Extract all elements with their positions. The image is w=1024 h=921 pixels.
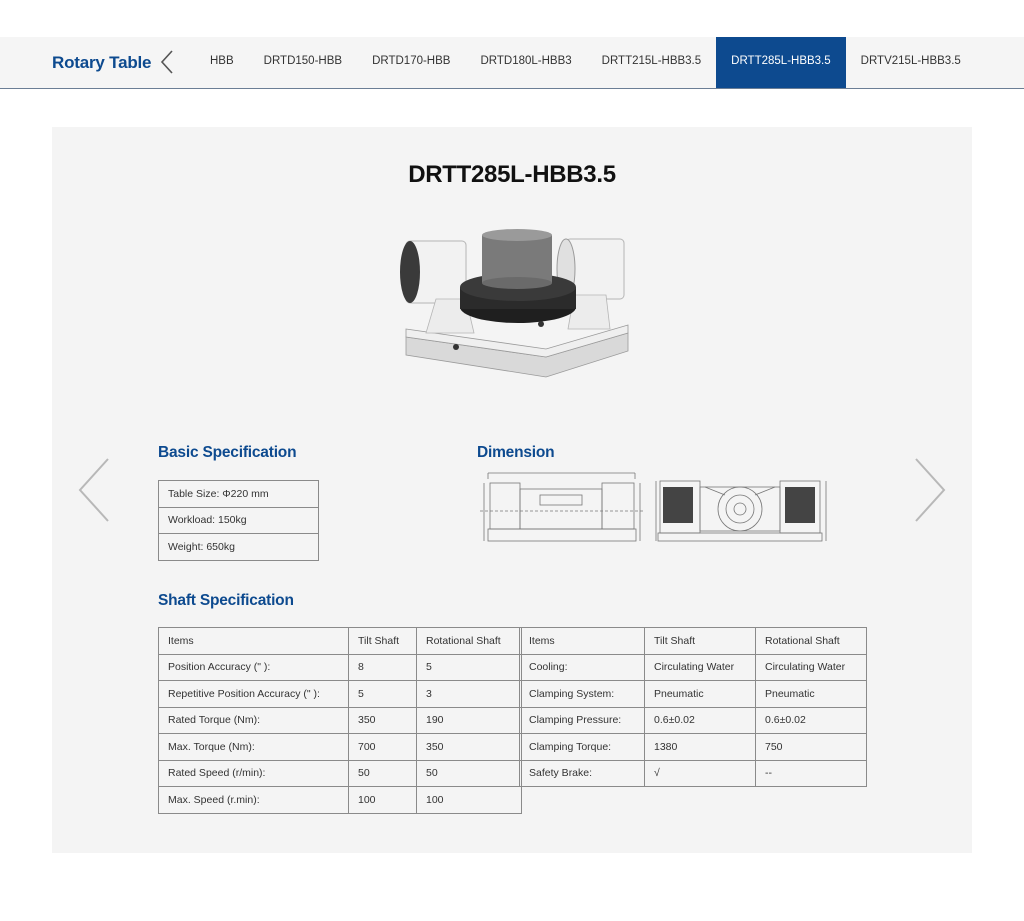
spec-cell: Weight: 650kg bbox=[159, 534, 319, 561]
product-panel bbox=[52, 127, 972, 853]
table-row bbox=[520, 707, 867, 734]
tilt-cell: 1380 bbox=[645, 734, 756, 761]
rotational-cell: 3 bbox=[417, 681, 522, 708]
column-header: Items bbox=[520, 628, 645, 655]
product-image bbox=[396, 229, 641, 384]
rotational-cell: 0.6±0.02 bbox=[756, 707, 867, 734]
spec-cell: Table Size: Φ220 mm bbox=[159, 481, 319, 508]
item-cell: Rated Torque (Nm): bbox=[159, 707, 349, 734]
table-header-row bbox=[159, 628, 522, 655]
basic-spec-table bbox=[158, 480, 319, 561]
tilt-cell: 0.6±0.02 bbox=[645, 707, 756, 734]
dimension-heading: Dimension bbox=[477, 444, 555, 461]
table-header-row bbox=[520, 628, 867, 655]
rotational-cell: 50 bbox=[417, 760, 522, 787]
item-cell: Position Accuracy (" ): bbox=[159, 654, 349, 681]
rotational-cell: 5 bbox=[417, 654, 522, 681]
tab-drtt285l-hbb3-5[interactable]: DRTT285L-HBB3.5 bbox=[716, 37, 846, 88]
tab-hbb[interactable]: HBB bbox=[210, 55, 234, 67]
table-row bbox=[520, 654, 867, 681]
column-header: Tilt Shaft bbox=[645, 628, 756, 655]
table-row bbox=[520, 760, 867, 787]
tilt-cell: 5 bbox=[349, 681, 417, 708]
tilt-cell: 8 bbox=[349, 654, 417, 681]
tab-drtv215l-hbb3-5[interactable]: DRTV215L-HBB3.5 bbox=[860, 55, 961, 67]
next-product-arrow-icon[interactable] bbox=[912, 457, 948, 523]
shaft-spec-table-right bbox=[519, 627, 867, 787]
tilt-cell: Circulating Water bbox=[645, 654, 756, 681]
tab-drtt215l-hbb3-5[interactable]: DRTT215L-HBB3.5 bbox=[601, 55, 702, 67]
table-row bbox=[520, 734, 867, 761]
tab-drtd150-hbb[interactable]: DRTD150-HBB bbox=[263, 55, 343, 67]
table-row bbox=[159, 507, 319, 534]
column-header: Items bbox=[159, 628, 349, 655]
dimension-drawing bbox=[480, 465, 828, 560]
item-cell: Max. Torque (Nm): bbox=[159, 734, 349, 761]
rotational-cell: 100 bbox=[417, 787, 522, 814]
rotational-cell: 190 bbox=[417, 707, 522, 734]
prev-product-arrow-icon[interactable] bbox=[76, 457, 112, 523]
tilt-cell: 700 bbox=[349, 734, 417, 761]
table-row bbox=[159, 760, 522, 787]
table-row bbox=[159, 734, 522, 761]
table-row bbox=[520, 681, 867, 708]
spec-cell: Workload: 150kg bbox=[159, 507, 319, 534]
table-row bbox=[159, 707, 522, 734]
item-cell: Safety Brake: bbox=[520, 760, 645, 787]
brand-title[interactable]: Rotary Table bbox=[52, 53, 152, 72]
rotational-cell: -- bbox=[756, 760, 867, 787]
basic-spec-heading: Basic Specification bbox=[158, 444, 297, 461]
shaft-spec-table-left bbox=[158, 627, 522, 814]
item-cell: Cooling: bbox=[520, 654, 645, 681]
item-cell: Clamping Torque: bbox=[520, 734, 645, 761]
column-header: Tilt Shaft bbox=[349, 628, 417, 655]
item-cell: Max. Speed (r.min): bbox=[159, 787, 349, 814]
item-cell: Clamping Pressure: bbox=[520, 707, 645, 734]
tilt-cell: Pneumatic bbox=[645, 681, 756, 708]
item-cell: Clamping System: bbox=[520, 681, 645, 708]
tilt-cell: 350 bbox=[349, 707, 417, 734]
tilt-cell: 50 bbox=[349, 760, 417, 787]
rotational-cell: 350 bbox=[417, 734, 522, 761]
tilt-cell: √ bbox=[645, 760, 756, 787]
table-row bbox=[159, 481, 319, 508]
rotational-cell: Pneumatic bbox=[756, 681, 867, 708]
tabs-prev-arrow-icon[interactable] bbox=[158, 49, 178, 75]
tab-drtd180l-hbb3[interactable]: DRTD180L-HBB3 bbox=[480, 55, 572, 67]
table-row bbox=[159, 681, 522, 708]
column-header: Rotational Shaft bbox=[417, 628, 522, 655]
table-row bbox=[159, 787, 522, 814]
tab-drtd170-hbb[interactable]: DRTD170-HBB bbox=[372, 55, 451, 67]
column-header: Rotational Shaft bbox=[756, 628, 867, 655]
top-nav bbox=[0, 37, 1024, 89]
product-title: DRTT285L-HBB3.5 bbox=[408, 161, 616, 188]
rotational-cell: Circulating Water bbox=[756, 654, 867, 681]
tilt-cell: 100 bbox=[349, 787, 417, 814]
table-row bbox=[159, 654, 522, 681]
table-row bbox=[159, 534, 319, 561]
shaft-spec-heading: Shaft Specification bbox=[158, 592, 294, 609]
model-tabs bbox=[195, 37, 976, 88]
item-cell: Rated Speed (r/min): bbox=[159, 760, 349, 787]
item-cell: Repetitive Position Accuracy (" ): bbox=[159, 681, 349, 708]
rotational-cell: 750 bbox=[756, 734, 867, 761]
